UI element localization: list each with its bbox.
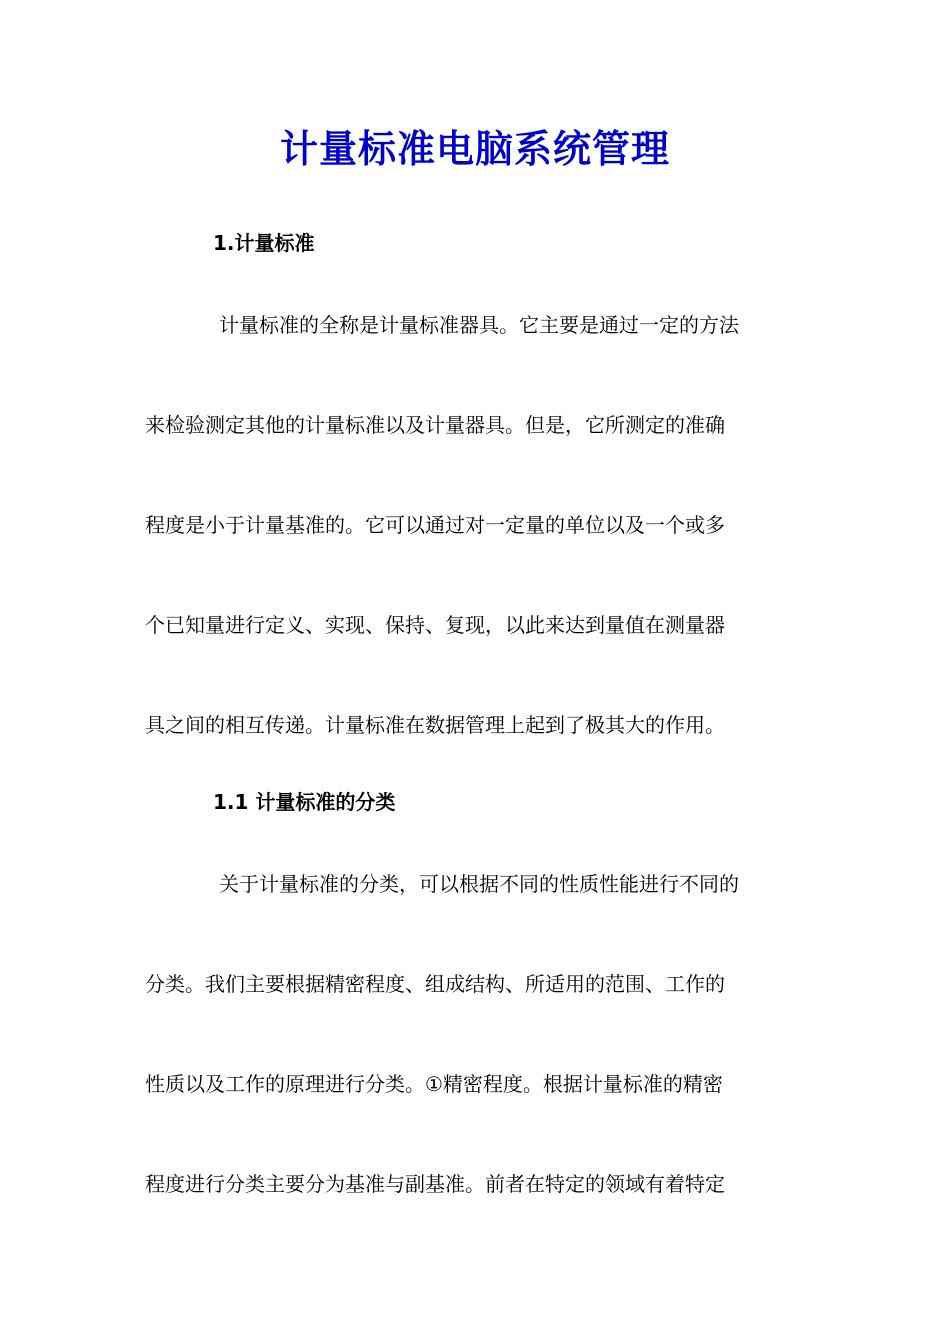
- paragraph-line: 计量标准的全称是计量标准器具。它主要是通过一定的方法: [219, 313, 739, 337]
- section-paragraph-2: [145, 834, 805, 1234]
- document-title: 计量标准电脑系统管理: [279, 126, 670, 171]
- paragraph-line: 来检验测定其他的计量标准以及计量器具。但是，它所测定的准确: [145, 413, 725, 437]
- paragraph-line: 分类。我们主要根据精密程度、组成结构、所适用的范围、工作的: [145, 972, 725, 996]
- paragraph-line: 程度进行分类主要分为基准与副基准。前者在特定的领域有着特定: [145, 1172, 725, 1196]
- paragraph-line: 个已知量进行定义、实现、保持、复现，以此来达到量值在测量器: [145, 613, 725, 637]
- paragraph-line: 具之间的相互传递。计量标准在数据管理上起到了极其大的作用。: [145, 713, 725, 737]
- section-heading-1: 1.计量标准: [213, 231, 315, 255]
- section-heading-2: 1.1 计量标准的分类: [213, 790, 396, 814]
- paragraph-line: 程度是小于计量基准的。它可以通过对一定量的单位以及一个或多: [145, 513, 725, 537]
- section-paragraph-1: [145, 275, 805, 775]
- paragraph-line: 性质以及工作的原理进行分类。①精密程度。根据计量标准的精密: [145, 1072, 723, 1096]
- paragraph-line: 关于计量标准的分类，可以根据不同的性质性能进行不同的: [219, 872, 739, 896]
